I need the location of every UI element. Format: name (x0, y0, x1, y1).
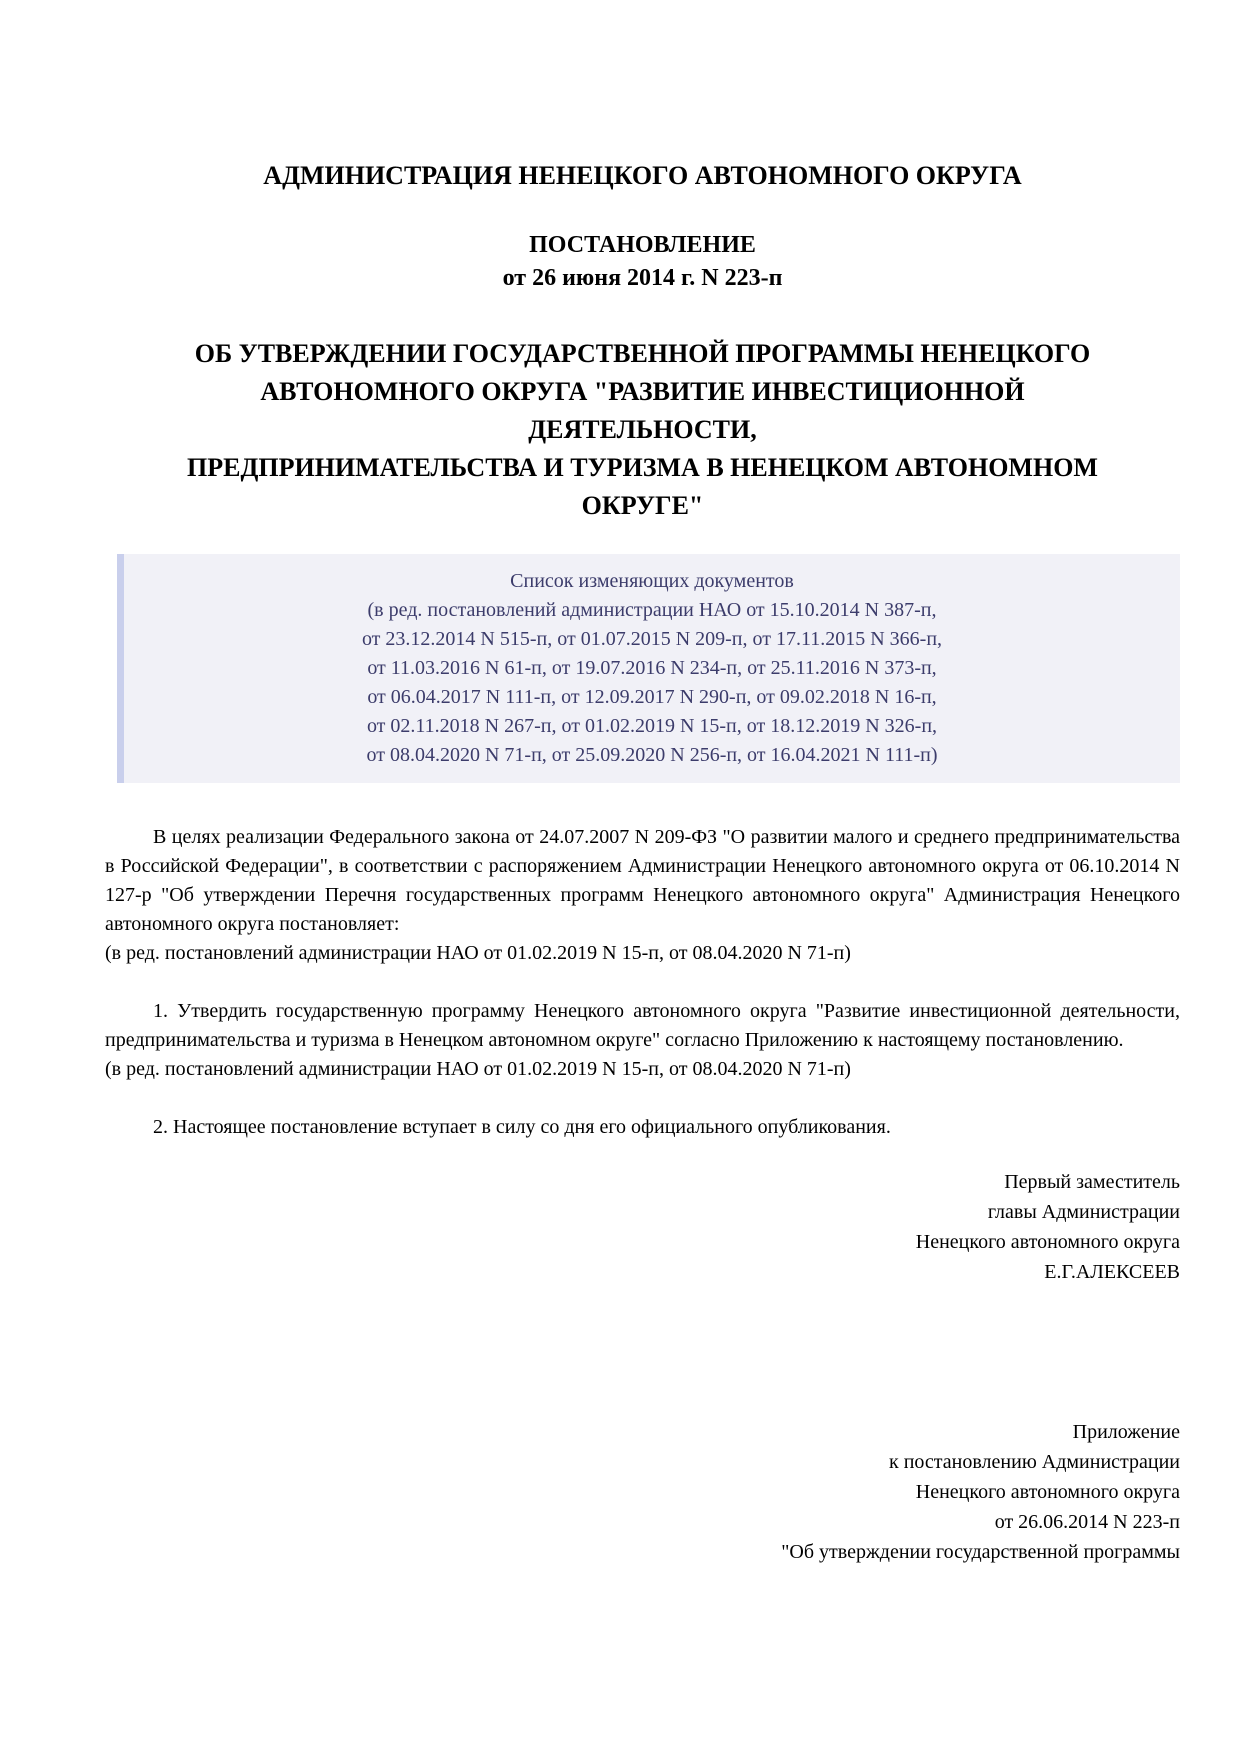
document-date-number: от 26 июня 2014 г. N 223-п (502, 265, 783, 291)
amendments-box (117, 554, 1180, 783)
text-line: Приложение (1072, 1421, 1180, 1443)
document-type-block (105, 229, 1180, 295)
signature-block (105, 1167, 1180, 1287)
text-line: от 02.11.2018 N 267-п, от 01.02.2019 N 15-п, от 18.12.2019 N 326-п, (366, 715, 938, 737)
text-line: (в ред. постановлений администрации НАО от 15.10.2014 N 387-п, (367, 599, 937, 621)
text-line: ПРЕДПРИНИМАТЕЛЬСТВА И ТУРИЗМА В НЕНЕЦКОМ АВТОНОМНОМ (187, 453, 1098, 482)
text-line: ОБ УТВЕРЖДЕНИИ ГОСУДАРСТВЕННОЙ ПРОГРАММЫ НЕНЕЦКОГО (194, 339, 1091, 368)
text-line: Ненецкого автономного округа (915, 1481, 1180, 1503)
amendments-box-title: Список изменяющих документов (510, 570, 794, 592)
attachment-reference-block (105, 1417, 1180, 1567)
text-line: от 11.03.2016 N 61-п, от 19.07.2016 N 234-п, от 25.11.2016 N 373-п, (367, 657, 937, 679)
item-2-paragraph: 2. Настоящее постановление вступает в силу со дня его официального опубликования. (153, 1116, 891, 1138)
text-line: ОКРУГЕ" (581, 491, 704, 520)
text-line: от 23.12.2014 N 515-п, от 01.07.2015 N 209-п, от 17.11.2015 N 366-п, (361, 628, 943, 650)
organization-title: АДМИНИСТРАЦИЯ НЕНЕЦКОГО АВТОНОМНОГО ОКРУГА (263, 161, 1022, 190)
text-line: ДЕЯТЕЛЬНОСТИ, (528, 415, 757, 444)
text-line: "Об утверждении государственной программы (781, 1541, 1180, 1563)
amendments-list (144, 596, 1160, 770)
text-line: Первый заместитель (1004, 1171, 1180, 1193)
text-line: от 06.04.2017 N 111-п, от 12.09.2017 N 290-п, от 09.02.2018 N 16-п, (367, 686, 937, 708)
text-line: от 08.04.2020 N 71-п, от 25.09.2020 N 256-п, от 16.04.2021 N 111-п) (366, 744, 938, 766)
text-line: Ненецкого автономного округа (915, 1231, 1180, 1253)
text-line: АВТОНОМНОГО ОКРУГА "РАЗВИТИЕ ИНВЕСТИЦИОННОЙ (260, 377, 1025, 406)
preamble-amendment-note: (в ред. постановлений администрации НАО от 01.02.2019 N 15-п, от 08.04.2020 N 71-п) (105, 942, 851, 964)
text-line: к постановлению Администрации (889, 1451, 1180, 1473)
text-line: Е.Г.АЛЕКСЕЕВ (1044, 1261, 1180, 1283)
item-1-amendment-note: (в ред. постановлений администрации НАО от 01.02.2019 N 15-п, от 08.04.2020 N 71-п) (105, 1058, 851, 1080)
preamble-paragraph: В целях реализации Федерального закона от 24.07.2007 N 209-ФЗ "О развитии малого и среднего предпринимательства в Российской Федерации", в соответствии с распоряжением Администрации Ненецкого автономного округа от 06.10.2014 N 127-р "Об утверждении Перечня государственных программ Ненецкого автономного округа" Администрация Ненецкого автономного округа постановляет: (105, 826, 1180, 935)
item-1-paragraph: 1. Утвердить государственную программу Ненецкого автономного округа "Развитие инвестиционной деятельности, предпринимательства и туризма в Ненецком автономном округе" согласно Приложению к настоящему постановлению. (105, 1000, 1180, 1051)
text-line: от 26.06.2014 N 223-п (994, 1511, 1180, 1533)
text-line: главы Администрации (987, 1201, 1180, 1223)
document-subject (105, 335, 1180, 525)
document-type: ПОСТАНОВЛЕНИЕ (529, 232, 756, 258)
